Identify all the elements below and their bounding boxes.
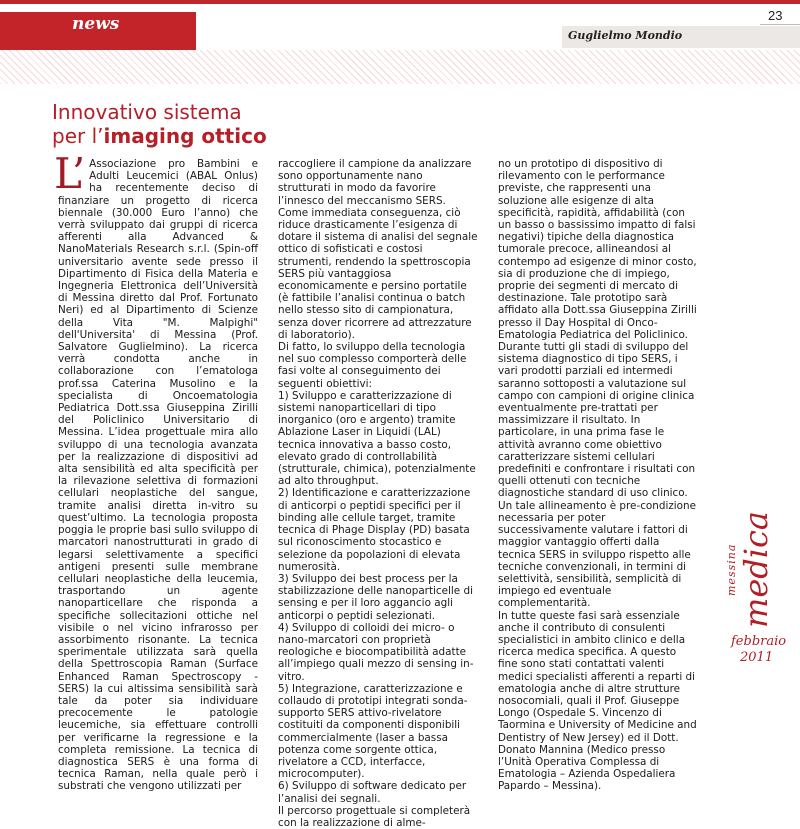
issue-year: 2011: [740, 650, 774, 665]
page-number-rule: [760, 24, 800, 25]
author-name: Guglielmo Mondio: [568, 29, 683, 42]
column-3-text: no un prototipo di dispositivo di rilevamento con le performance previste, che rappresenti una soluzione alle esigenze di alta specificità, rapidità, affidabilità (con un basso o bassissimo impatto di falsi negativi) tipiche della diagnostica tumorale precoce, allineandosi al contempo ad esigenze di minor costo, sia di produzione che di impiego, proprie dei segmenti di mercato di destinazione. Tale prototipo sarà affidato alla Dott.ssa Giuseppina Zirilli presso il Day Hospital di Onco-Ematologia Pediatrica del Policlinico. Durante tutti gli stadi di sviluppo del sistema diagnostico di tipo SERS, i vari prodotti parziali ed intermedi saranno sottoposti a valutazione sul campo con campioni di origine clinica eventualmente pre-trattati per massimizzare il risultato. In particolare, in una prima fase le attività avranno come obiettivo caratterizzare sistemi cellulari predefiniti e confrontare i risultati con quelli ottenuti con tecniche diagnostiche standard di uso clinico. Un tale allineamento è pre-condizione necessaria per poter successivamente valutare i fattori di maggior vantaggio offerti dalla tecnica SERS in sviluppo rispetto alle tecniche convenzionali, in termini di selettività, sensibilità, semplicità di impiego ed eventuale complementarità. In tutte queste fasi sarà essenziale anche il contributo di consulenti specialistici in ambito clinico e della ricerca medica specifica. A questo fine sono stati contattati valenti medici specialisti afferenti a reparti di ematologia anche di altre strutture nosocomiali, quali il Prof. Giuseppe Longo (Ospedale S. Vincenzo di Taormina e University of Medicine and Dentistry of New Jersey) ed il Dott. Donato Mannina (Medico presso l’Unità Operativa Complessa di Ematologia – Azienda Ospedaliera Papardo – Messina).: [498, 158, 697, 793]
top-stripe: [0, 0, 800, 4]
article-column-3: [498, 158, 698, 793]
drop-cap: L’: [54, 149, 86, 198]
article-column-1: [54, 149, 258, 793]
issue-month: febbraio: [731, 634, 787, 649]
title-line-2-lead: per l’: [52, 124, 104, 148]
section-label: news: [72, 14, 120, 34]
column-2-text: raccogliere il campione da analizzare sono opportunamente nano strutturati in modo da favorire l’innesco del meccanismo SERS. Come immediata conseguenza, ciò riduce drasticamente l’esigenza di dotare il sistema di analisi del segnale ottico di sofisticati e costosi strumenti, rendendo la spettroscopia SERS più vantaggiosa economicamente e persino portatile (è fattibile l’analisi continua o batch nello stesso sito di campionatura, senza dover ricorrere ad attrezzature di laboratorio). Di fatto, lo sviluppo della tecnologia nel suo complesso comporterà delle fasi volte al conseguimento dei seguenti obiettivi: 1) Sviluppo e caratterizzazione di sistemi nanoparticellari di tipo inorganico (oro e argento) tramite Ablazione Laser in Liquidi (LAL) tecnica innovativa a basso costo, elevato grado di controllabilità (strutturale, chimica), potenzialmente ad alto throughput. 2) Identificazione e caratterizzazione di anticorpi o peptidi specifici per il binding alle cellule target, tramite tecnica di Phage Display (PD) basata sul riconoscimento stocastico e selezione da popolazioni di elevata numerosità. 3) Sviluppo dei best process per la stabilizzazione delle nanoparticelle di sensing e per il loro aggancio agli anticorpi o peptidi selezionati. 4) Sviluppo di colloidi dei micro- o nano-marcatori con proprietà reologiche e biocompatibilità adatte all’impiego quali mezzo di sensing in-vitro. 5) Integrazione, caratterizzazione e collaudo di prototipi integrati sonda-supporto SERS attivo-rivelatore costituiti da componenti disponibili commercialmente (laser a bassa potenza come sorgente ottica, rivelatore a CCD, interfacce, microcomputer). 6) Sviluppo di software dedicato per l’analisi dei segnali. Il percorso progettuale si completerà con la realizzazione di alme-: [278, 158, 478, 829]
article-title: [52, 100, 267, 148]
title-line-2-strong: imaging ottico: [103, 124, 267, 148]
page-number: 23: [768, 8, 783, 23]
column-1-text: Associazione pro Bambini e Adulti Leucemici (ABAL Onlus) ha recentemente deciso di finanziare un progetto di ricerca biennale (30.000 Euro l’anno) che verrà sviluppato dai gruppi di ricerca afferenti alla Advanced & NanoMaterials Research s.r.l. (Spin-off universitario avente sede presso il Dipartimento di Fisica della Materia e Ingegneria Elettronica dell’Università di Messina diretto dal Prof. Fortunato Neri) ed al Dipartimento di Scienze della Vita "M. Malpighi" dell'Universita' di Messina (Prof. Salvatore Guglielmino). La ricerca verrà condotta anche in collaborazione con l’ematologa prof.ssa Caterina Musolino e la specialista di Oncoematologia Pediatrica Dott.ssa Giuseppina Zirilli del Policlinico Universitario di Messina. L’idea progettuale mira allo sviluppo di una tecnologia avanzata per la realizzazione di dispositivi ad alta sensibilità ed alta specificità per la rilevazione selettiva di formazioni cellulari neoplastiche del sangue, tramite analisi diretta in-vitro su quest’ultimo. La tecnologia proposta poggia le proprie basi sullo sviluppo di marcatori nanostrutturati in grado di legarsi selettivamente a specifici antigeni presenti sulle membrane cellulari neoplastiche della leucemia, trasportando un agente nanoparticellare che risponda a specifiche sollecitazioni ottiche nel visibile o nel vicino infrarosso per assorbimento risonante. La tecnica sperimentale utilizzata sarà quella della Spettroscopia Raman (Surface Enhanced Raman Spectroscopy - SERS) la cui altissima sensibilità sarà tale da poter sia individuare precocemente le patologie leucemiche, sia effettuare controlli per verificarne la regressione e la completa remissione. La tecnica di diagnostica SERS è una forma di tecnica Raman, nella quale però i substrati che vengono utilizzati per: [58, 158, 258, 793]
logo-medica-word: medica: [737, 511, 775, 628]
logo-messina-word: messina: [725, 543, 738, 596]
article-column-2: [278, 158, 478, 829]
title-line-1: Innovativo sistema: [52, 100, 242, 124]
header-hatch-band: [0, 50, 800, 84]
